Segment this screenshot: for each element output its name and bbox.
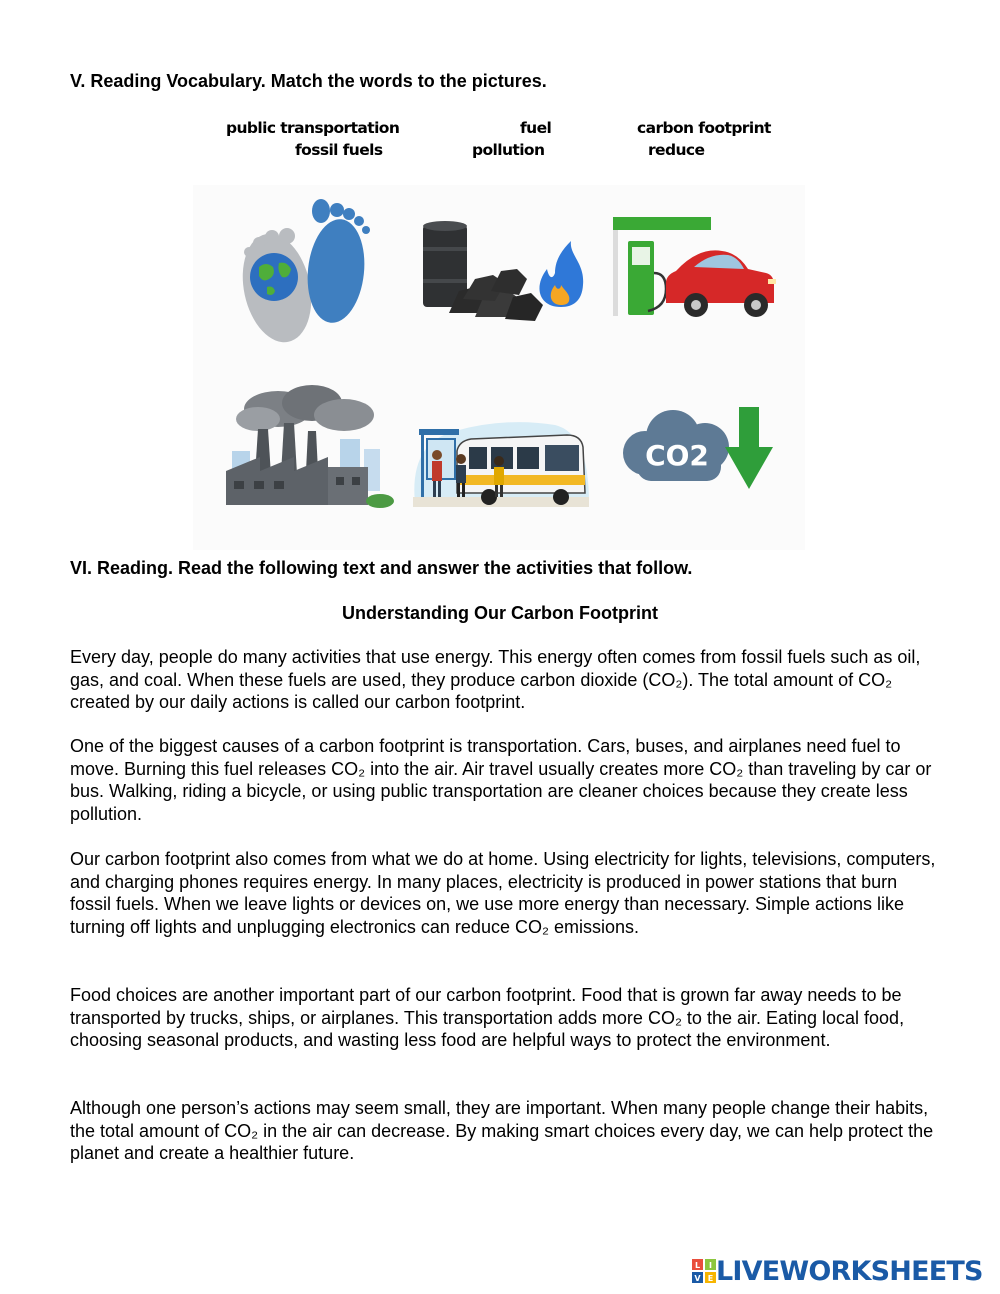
liveworksheets-logo[interactable]	[692, 1253, 983, 1289]
svg-text:L: L	[694, 1261, 701, 1270]
word-reduce[interactable]: reduce	[648, 141, 705, 159]
oil-barrel-coal-flame-icon[interactable]	[415, 217, 585, 327]
word-public-transportation[interactable]: public transportation	[226, 119, 400, 137]
word-carbon-footprint[interactable]: carbon footprint	[637, 119, 771, 137]
word-fossil-fuels[interactable]: fossil fuels	[295, 141, 383, 159]
svg-text:I: I	[709, 1261, 712, 1270]
paragraph: Food choices are another important part of our carbon footprint. Food that is grown far away needs to be transported by trucks, ships, or airplanes. This transportation adds more CO₂ to the air. Eating local food, choosing seasonal products, and wasting less food are helpful ways to protect the environment.	[70, 985, 905, 1051]
word-pollution[interactable]: pollution	[472, 141, 545, 159]
section-v-heading: V. Reading Vocabulary. Match the words to the pictures.	[70, 71, 547, 91]
paragraph: One of the biggest causes of a carbon footprint is transportation. Cars, buses, and airplanes need fuel to move. Burning this fuel releases CO₂ into the air. Air travel usually creates more CO₂ than traveling by car or bus. Walking, riding a bicycle, or using public transportation are cleaner choices because they create less pollution.	[70, 736, 932, 824]
reading-title: Understanding Our Carbon Footprint	[342, 603, 658, 623]
liveworksheets-logo-icon	[692, 1259, 716, 1283]
co2-label: CO2	[645, 439, 709, 472]
paragraph: Our carbon footprint also comes from what we do at home. Using electricity for lights, televisions, computers, and charging phones requires energy. In many places, electricity is produced in power stations that burn fossil fuels. When we leave lights or devices on, we use more energy than necessary. Simple actions like turning off lights and unplugging electronics can reduce CO₂ emissions.	[70, 849, 936, 937]
paragraph: Every day, people do many activities that use energy. This energy often comes from fossil fuels such as oil, gas, and coal. When these fuels are used, they produce carbon dioxide (CO₂). The total amount of CO₂ created by our daily actions is called our carbon footprint.	[70, 647, 921, 713]
svg-text:E: E	[707, 1274, 714, 1283]
gas-pump-car-icon[interactable]	[610, 213, 780, 323]
factory-smoke-icon[interactable]	[220, 383, 395, 513]
svg-text:V: V	[694, 1274, 701, 1283]
bus-stop-icon[interactable]	[411, 411, 589, 511]
paragraph: Although one person’s actions may seem small, they are important. When many people change their habits, the total amount of CO₂ in the air can decrease. By making smart choices every day, we can help protect the planet and create a healthier future.	[70, 1098, 934, 1164]
co2-cloud-down-arrow-icon[interactable]	[611, 403, 781, 498]
vocabulary-picture-panel	[193, 185, 805, 550]
section-vi-heading: VI. Reading. Read the following text and answer the activities that follow.	[70, 558, 693, 578]
word-fuel[interactable]: fuel	[520, 119, 552, 137]
brand-name: LIVEWORKSHEETS	[716, 1255, 983, 1287]
footprint-earth-icon[interactable]	[235, 193, 385, 353]
